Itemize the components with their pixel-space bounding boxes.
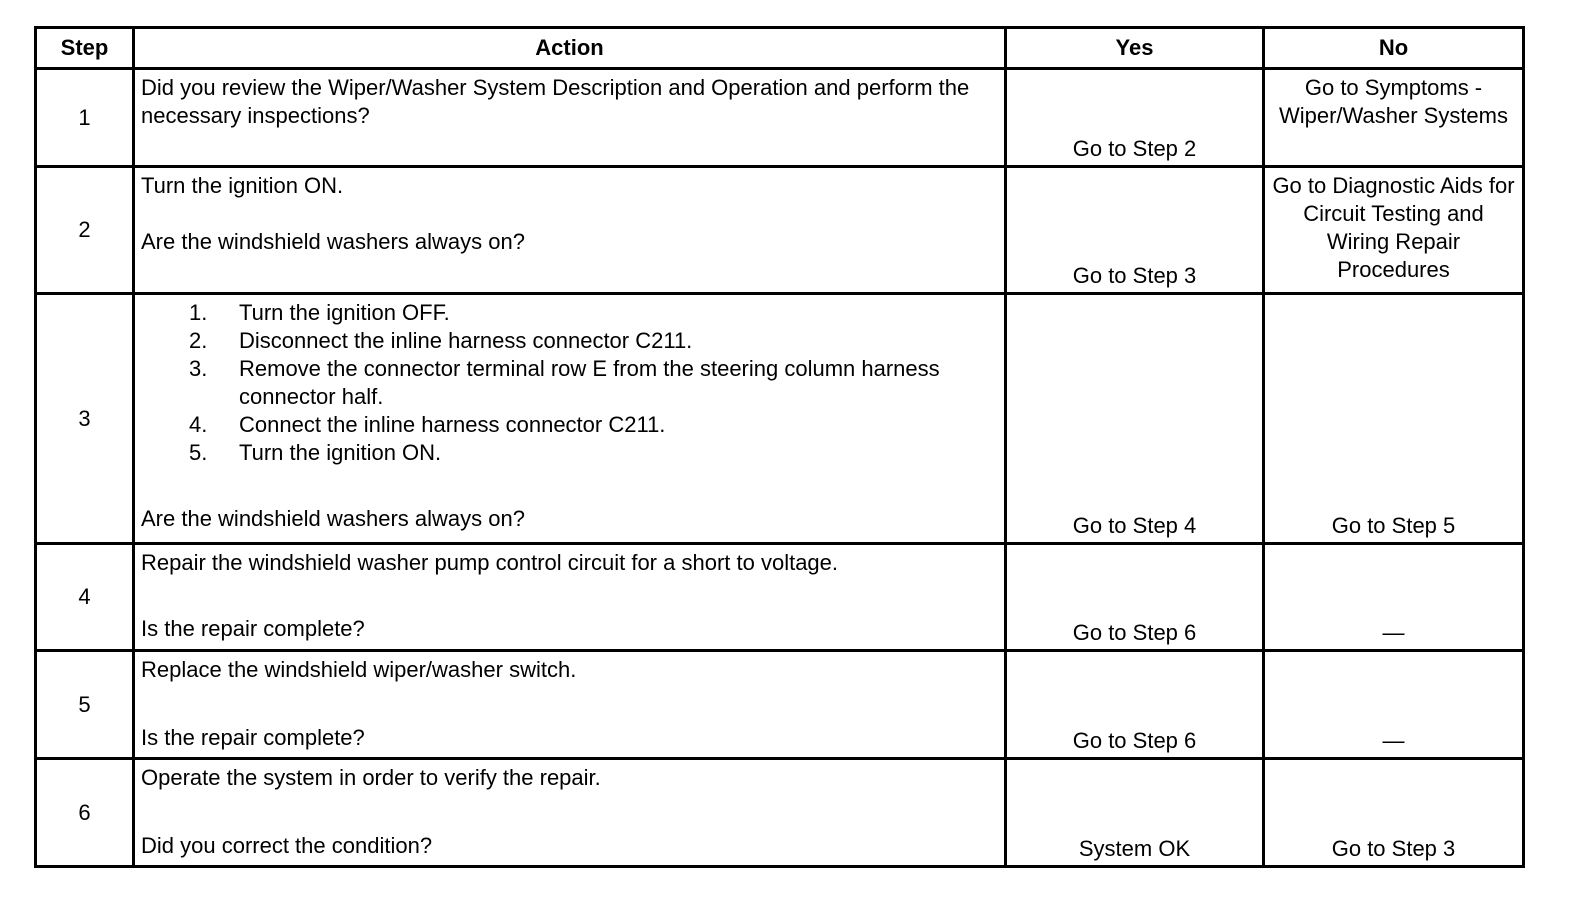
- step-number: 1: [36, 69, 134, 167]
- no-cell: —: [1264, 544, 1524, 651]
- table-row-step-6: [36, 759, 1524, 867]
- procedure-item-text: Connect the inline harness connector C211.: [239, 412, 666, 437]
- table-row-step-5: [36, 651, 1524, 759]
- diagnostic-table: [34, 26, 1525, 868]
- procedure-item: [141, 355, 998, 411]
- yes-cell: Go to Step 4: [1006, 294, 1264, 544]
- table-row-step-1: [36, 69, 1524, 167]
- action-text: Repair the windshield washer pump control circuit for a short to voltage.: [141, 550, 839, 575]
- action-text: Turn the ignition ON.: [141, 173, 344, 198]
- action-cell: [134, 167, 1006, 294]
- yes-cell: Go to Step 2: [1006, 69, 1264, 167]
- table-row-step-2: [36, 167, 1524, 294]
- no-cell: Go to Step 5: [1264, 294, 1524, 544]
- action-text: Did you review the Wiper/Washer System Description and Operation and perform the necessary inspections?: [141, 75, 970, 128]
- procedure-item-number: 2.: [189, 328, 208, 353]
- action-question: Did you correct the condition?: [141, 833, 433, 858]
- step-number: 6: [36, 759, 134, 867]
- procedure-list: [141, 299, 998, 467]
- yes-cell: System OK: [1006, 759, 1264, 867]
- procedure-item-number: 3.: [189, 356, 208, 381]
- header-step: Step: [36, 28, 134, 69]
- no-cell: Go to Step 3: [1264, 759, 1524, 867]
- action-cell: [134, 69, 1006, 167]
- header-action: Action: [134, 28, 1006, 69]
- procedure-item-number: 5.: [189, 440, 208, 465]
- procedure-item-text: Remove the connector terminal row E from the steering column harness connector half.: [239, 356, 940, 409]
- procedure-item-text: Turn the ignition ON.: [239, 440, 442, 465]
- table-row-step-4: [36, 544, 1524, 651]
- header-yes: Yes: [1006, 28, 1264, 69]
- step-number: 4: [36, 544, 134, 651]
- no-cell: Go to Diagnostic Aids for Circuit Testing and Wiring Repair Procedures: [1264, 167, 1524, 294]
- procedure-item-text: Turn the ignition OFF.: [239, 300, 450, 325]
- step-number: 2: [36, 167, 134, 294]
- procedure-item: [141, 439, 998, 467]
- action-cell: [134, 294, 1006, 544]
- procedure-item: [141, 299, 998, 327]
- action-question: Is the repair complete?: [141, 616, 365, 641]
- action-question: Is the repair complete?: [141, 725, 365, 750]
- procedure-item-number: 4.: [189, 412, 208, 437]
- procedure-item-number: 1.: [189, 300, 208, 325]
- action-cell: [134, 544, 1006, 651]
- procedure-item: [141, 411, 998, 439]
- action-question: Are the windshield washers always on?: [141, 506, 525, 531]
- step-number: 3: [36, 294, 134, 544]
- step-number: 5: [36, 651, 134, 759]
- procedure-item: [141, 327, 998, 355]
- yes-cell: Go to Step 3: [1006, 167, 1264, 294]
- action-cell: [134, 759, 1006, 867]
- no-cell: —: [1264, 651, 1524, 759]
- action-text: Operate the system in order to verify the repair.: [141, 765, 601, 790]
- no-cell: Go to Symptoms - Wiper/Washer Systems: [1264, 69, 1524, 167]
- action-question: Are the windshield washers always on?: [141, 229, 525, 254]
- table-row-step-3: [36, 294, 1524, 544]
- header-row: [36, 28, 1524, 69]
- action-cell: [134, 651, 1006, 759]
- yes-cell: Go to Step 6: [1006, 544, 1264, 651]
- header-no: No: [1264, 28, 1524, 69]
- yes-cell: Go to Step 6: [1006, 651, 1264, 759]
- procedure-item-text: Disconnect the inline harness connector C211.: [239, 328, 693, 353]
- action-text: Replace the windshield wiper/washer switch.: [141, 657, 577, 682]
